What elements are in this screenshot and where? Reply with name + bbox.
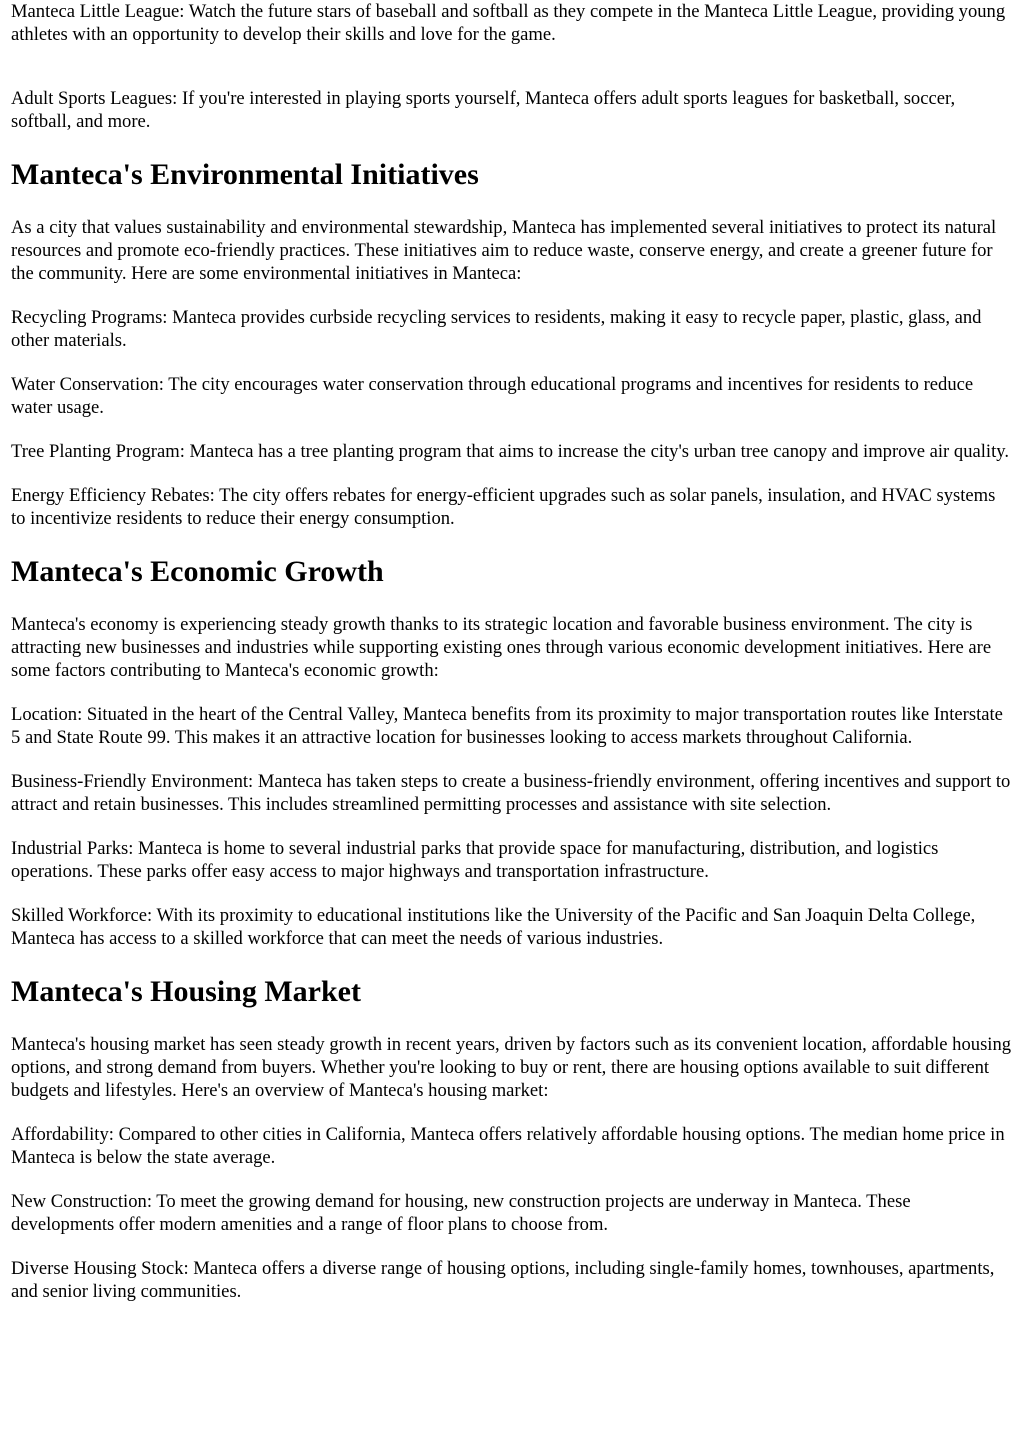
paragraph: Diverse Housing Stock: Manteca offers a diverse range of housing options, including single-family homes, townhouses, apartments, and senior living communities. bbox=[11, 1258, 995, 1302]
paragraph: Industrial Parks: Manteca is home to several industrial parks that provide space for manufacturing, distribution, and logistics operations. These parks offer easy access to major highways and transportation infrastructure. bbox=[11, 838, 939, 882]
heading-environmental-initiatives: Manteca's Environmental Initiatives bbox=[11, 158, 479, 191]
paragraph: Affordability: Compared to other cities in California, Manteca offers relatively affordable housing options. The median home price in Manteca is below the state average. bbox=[11, 1124, 1005, 1168]
paragraph: Skilled Workforce: With its proximity to educational institutions like the University of the Pacific and San Joaquin Delta College, Manteca has access to a skilled workforce that can meet the needs of various industries. bbox=[11, 905, 976, 949]
paragraph: New Construction: To meet the growing demand for housing, new construction projects are underway in Manteca. These developments offer modern amenities and a range of floor plans to choose from. bbox=[11, 1191, 911, 1235]
paragraph: Energy Efficiency Rebates: The city offers rebates for energy-efficient upgrades such as solar panels, insulation, and HVAC systems to incentivize residents to reduce their energy consumption. bbox=[11, 485, 996, 529]
paragraph: Tree Planting Program: Manteca has a tree planting program that aims to increase the city's urban tree canopy and improve air quality. bbox=[11, 441, 1009, 462]
paragraph: Location: Situated in the heart of the Central Valley, Manteca benefits from its proximity to major transportation routes like Interstate 5 and State Route 99. This makes it an attractive location for businesses looking to access markets throughout California. bbox=[11, 704, 1003, 748]
paragraph-adult-sports: Adult Sports Leagues: If you're interested in playing sports yourself, Manteca offers adult sports leagues for basketball, soccer, softball, and more. bbox=[11, 88, 956, 132]
paragraph: Manteca's housing market has seen steady growth in recent years, driven by factors such as its convenient location, affordable housing options, and strong demand from buyers. Whether you're looking to buy or rent, there are housing options available to suit different budgets and lifestyles. Here's an overview of Manteca's housing market: bbox=[11, 1034, 1012, 1101]
paragraph: Water Conservation: The city encourages water conservation through educational programs and incentives for residents to reduce water usage. bbox=[11, 374, 974, 418]
heading-economic-growth: Manteca's Economic Growth bbox=[11, 555, 384, 588]
paragraph: Manteca's economy is experiencing steady growth thanks to its strategic location and favorable business environment. The city is attracting new businesses and industries while supporting existing ones through various economic development initiatives. Here are some factors contributing to Manteca's economic growth: bbox=[11, 614, 992, 681]
paragraph: Business-Friendly Environment: Manteca has taken steps to create a business-friendly environment, offering incentives and support to attract and retain businesses. This includes streamlined permitting processes and assistance with site selection. bbox=[11, 771, 1011, 815]
heading-housing-market: Manteca's Housing Market bbox=[11, 975, 361, 1008]
paragraph-little-league: Manteca Little League: Watch the future stars of baseball and softball as they compete in the Manteca Little League, providing young athletes with an opportunity to develop their skills and love for the game. bbox=[11, 1, 1006, 45]
paragraph: As a city that values sustainability and environmental stewardship, Manteca has implemented several initiatives to protect its natural resources and promote eco-friendly practices. These initiatives aim to reduce waste, conserve energy, and create a greener future for the community. Here are some environmental initiatives in Manteca: bbox=[11, 217, 997, 284]
paragraph: Recycling Programs: Manteca provides curbside recycling services to residents, making it easy to recycle paper, plastic, glass, and other materials. bbox=[11, 307, 982, 351]
